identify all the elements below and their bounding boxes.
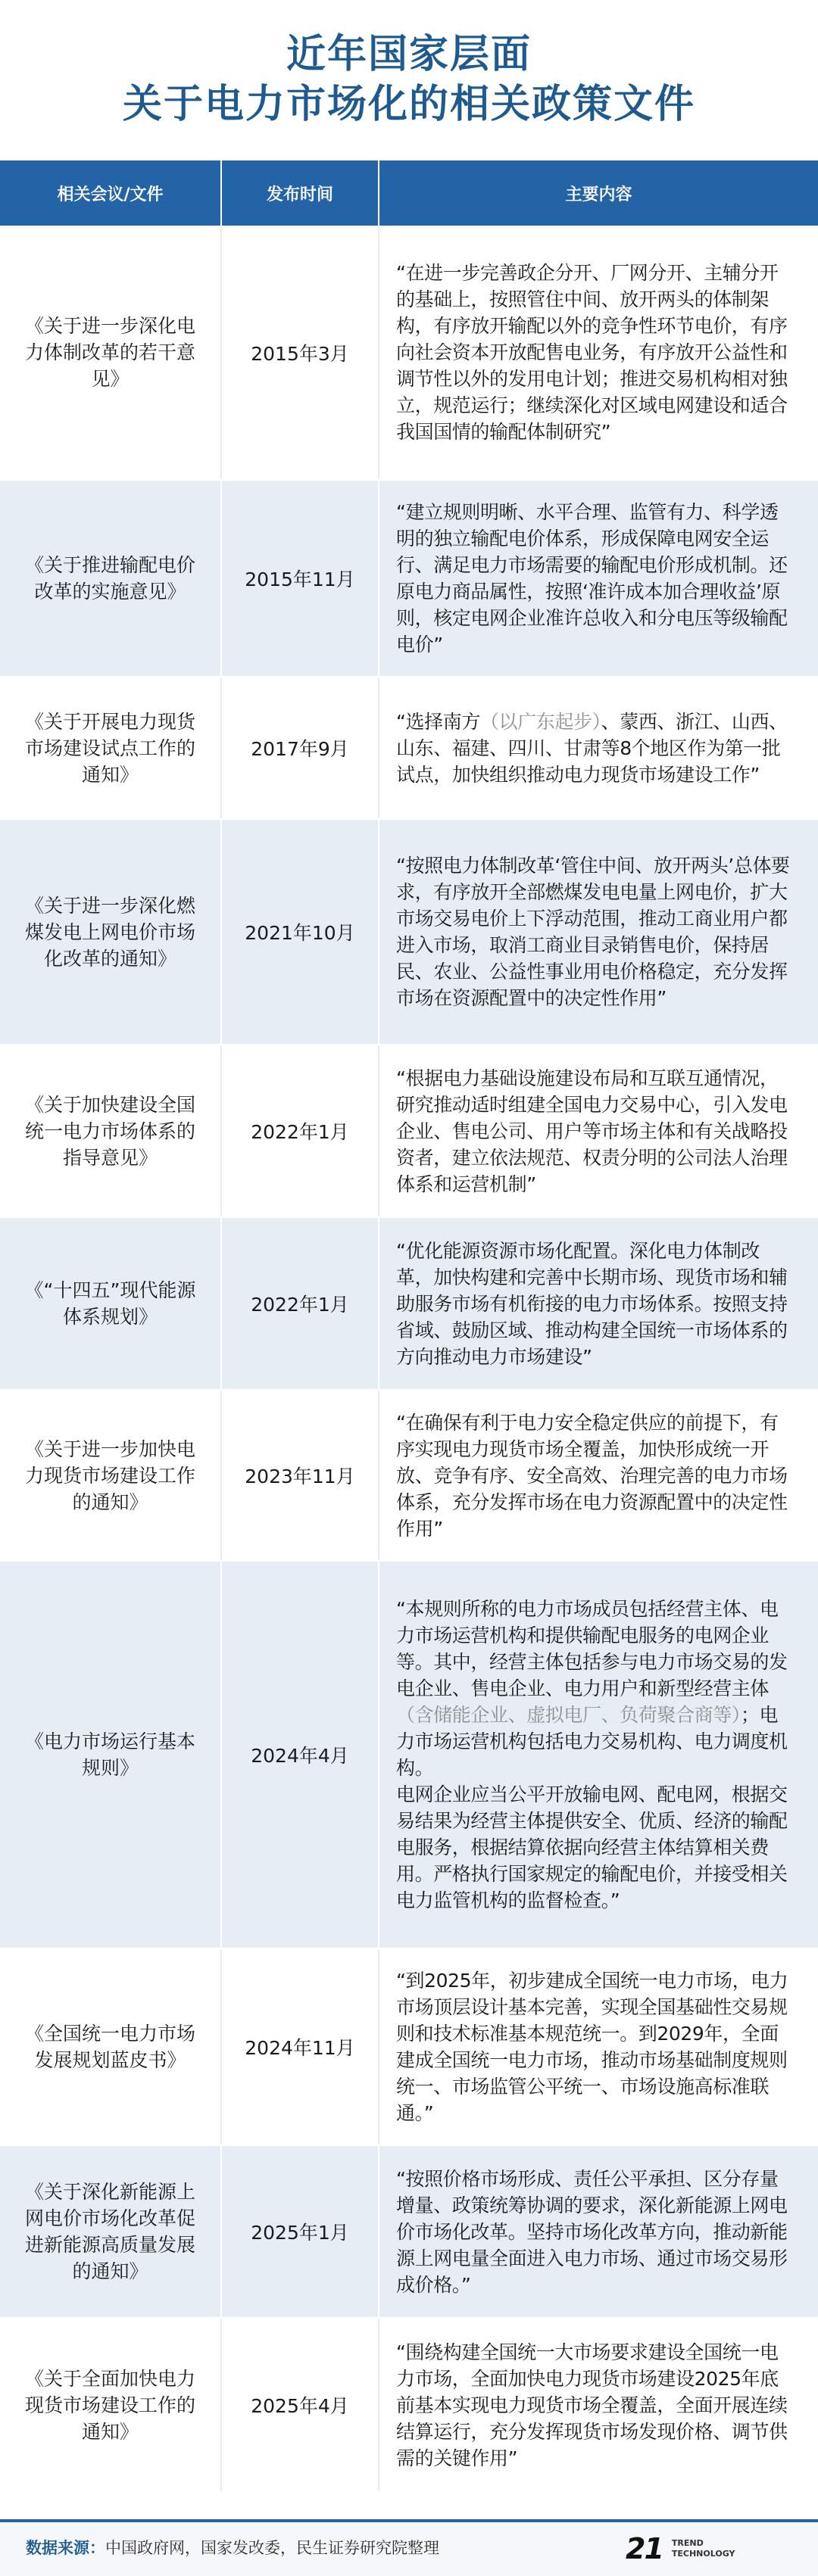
title-block — [0, 0, 818, 159]
logo-mark: 21 — [626, 2532, 663, 2565]
content-text: ；电力市场运营机构包括电力交易机构、电力调度机构。 — [396, 1704, 788, 1779]
source-label: 数据来源： — [26, 2539, 105, 2557]
doc-cell: 《关于加快建设全国统一电力市场体系的指导意见》 — [0, 1045, 221, 1217]
column-header-date: 发布时间 — [221, 160, 379, 226]
table-row — [0, 2145, 818, 2318]
content-text: “选择南方 — [396, 710, 480, 733]
date-cell: 2023年11月 — [221, 1390, 379, 1561]
table-row — [0, 677, 818, 819]
footer-divider — [0, 2519, 818, 2522]
content-cell — [379, 677, 818, 819]
table-row — [0, 819, 818, 1045]
date-cell: 2025年4月 — [221, 2318, 379, 2492]
logo-subtitle — [672, 2538, 735, 2559]
table-row — [0, 1217, 818, 1390]
doc-cell: 《全国统一电力市场发展规划蓝皮书》 — [0, 1948, 221, 2145]
content-text: “本规则所称的电力市场成员包括经营主体、电力市场运营机构和提供输配电服务的电网企业等。其中，经营主体包括参与电力市场交易的发电企业、售电企业、电力用户和新型经营主体 — [396, 1598, 788, 1699]
doc-cell: 《关于全面加快电力现货市场建设工作的通知》 — [0, 2318, 221, 2492]
doc-cell: 《关于推进输配电价改革的实施意见》 — [0, 480, 221, 677]
doc-cell: 《电力市场运行基本规则》 — [0, 1561, 221, 1948]
content-cell: “围绕构建全国统一大市场要求建设全国统一电力市场，全面加快电力现货市场建设2025年底前基本实现电力现货市场全覆盖，全面开展连续结算运行，充分发挥现货市场发现价格、调节供需的关键作用” — [379, 2318, 818, 2492]
doc-cell: 《关于进一步深化电力体制改革的若干意见》 — [0, 226, 221, 480]
page-title-line-2: 关于电力市场化的相关政策文件 — [122, 82, 695, 127]
content-cell: “优化能源资源市场化配置。深化电力体制改革，加快构建和完善中长期市场、现货市场和辅助服务市场有机衔接的电力市场体系。按照支持省域、鼓励区域、推动构建全国统一市场体系的方向推动电力市场建设” — [379, 1217, 818, 1390]
page-title-line-1: 近年国家层面 — [286, 32, 532, 77]
content-cell: “在进一步完善政企分开、厂网分开、主辅分开的基础上，按照管住中间、放开两头的体制架构，有序放开输配以外的竞争性环节电价，有序向社会资本开放配售电业务，有序放开公益性和调节性以外的发用电计划；推进交易机构相对独立，规范运行；继续深化对区域电网建设和适合我国国情的输配体制研究” — [379, 226, 818, 480]
brand-logo — [626, 2530, 800, 2568]
date-cell: 2015年3月 — [221, 226, 379, 480]
content-note: （以广东起步） — [479, 710, 601, 733]
column-header-doc: 相关会议/文件 — [0, 160, 221, 226]
content-text: 电网企业应当公平开放输电网、配电网，根据交易结果为经营主体提供安全、优质、经济的输配电服务，根据结算依据向经营主体结算相关费用。严格执行国家规定的输配电价，并接受相关电力监管机构的监督检查。” — [396, 1783, 788, 1911]
content-cell: “在确保有利于电力安全稳定供应的前提下，有序实现电力现货市场全覆盖，加快形成统一开放、竞争有序、安全高效、治理完善的电力市场体系，充分发挥市场在电力资源配置中的决定性作用” — [379, 1390, 818, 1561]
date-cell: 2022年1月 — [221, 1217, 379, 1390]
column-header-content: 主要内容 — [379, 160, 818, 226]
content-cell: “按照电力体制改革‘管住中间、放开两头’总体要求，有序放开全部燃煤发电电量上网电价，扩大市场交易电价上下浮动范围，推动工商业用户都进入市场，取消工商业目录销售电价，保持居民、农业、公益性事业用电价格稳定，充分发挥市场在资源配置中的决定性作用” — [379, 819, 818, 1045]
content-cell: “按照价格市场形成、责任公平承担、区分存量增量、政策统筹协调的要求，深化新能源上网电价市场化改革。坚持市场化改革方向，推动新能源上网电量全面进入电力市场、通过市场交易形成价格。” — [379, 2145, 818, 2318]
logo-subtitle-line-2: TECHNOLOGY — [671, 2549, 735, 2559]
doc-cell: 《关于进一步加快电力现货市场建设工作的通知》 — [0, 1390, 221, 1561]
doc-cell: 《关于深化新能源上网电价市场化改革促进新能源高质量发展的通知》 — [0, 2145, 221, 2318]
date-cell: 2025年1月 — [221, 2145, 379, 2318]
table-row — [0, 226, 818, 480]
policy-table — [0, 160, 818, 2493]
doc-cell: 《关于进一步深化燃煤发电上网电价市场化改革的通知》 — [0, 819, 221, 1045]
data-source — [26, 2536, 439, 2559]
source-text: 中国政府网，国家发改委，民生证券研究院整理 — [105, 2539, 439, 2557]
footer — [0, 2519, 818, 2576]
content-cell: “建立规则明晰、水平合理、监管有力、科学透明的独立输配电价体系，形成保障电网安全运行、满足电力市场需要的输配电价形成机制。还原电力商品属性，按照‘准许成本加合理收益’原则，核定电网企业准许总收入和分电压等级输配电价” — [379, 480, 818, 677]
date-cell: 2024年4月 — [221, 1561, 379, 1948]
table-row — [0, 1948, 818, 2145]
content-text: 、蒙西、浙江、山西、山东、福建、四川、甘肃等8个地区作为第一批试点，加快组织推动电力现货市场建设工作” — [396, 710, 788, 786]
content-cell: “根据电力基础设施建设布局和互联互通情况，研究推动适时组建全国电力交易中心，引入发电企业、售电公司、用户等市场主体和有关战略投资者，建立依法规范、权责分明的公司法人治理体系和运营机制” — [379, 1045, 818, 1217]
doc-cell: 《“十四五”现代能源体系规划》 — [0, 1217, 221, 1390]
table-row — [0, 1561, 818, 1948]
content-note: （含储能企业、虚拟电厂、负荷聚合商等） — [396, 1704, 741, 1726]
doc-cell: 《关于开展电力现货市场建设试点工作的通知》 — [0, 677, 221, 819]
table-row — [0, 480, 818, 677]
table-row — [0, 1045, 818, 1217]
date-cell: 2017年9月 — [221, 677, 379, 819]
date-cell: 2015年11月 — [221, 480, 379, 677]
content-cell: “到2025年，初步建成全国统一电力市场，电力市场顶层设计基本完善，实现全国基础性交易规则和技术标准基本规范统一。到2029年，全面建成全国统一电力市场，推动市场基础制度规则统一、市场监管公平统一、市场设施高标准联通。” — [379, 1948, 818, 2145]
logo-subtitle-line-1: TREND — [671, 2538, 704, 2548]
content-cell — [379, 1561, 818, 1948]
table-row — [0, 1390, 818, 1561]
date-cell: 2022年1月 — [221, 1045, 379, 1217]
date-cell: 2021年10月 — [221, 819, 379, 1045]
date-cell: 2024年11月 — [221, 1948, 379, 2145]
table-header-row — [0, 160, 818, 226]
table-row — [0, 2318, 818, 2492]
